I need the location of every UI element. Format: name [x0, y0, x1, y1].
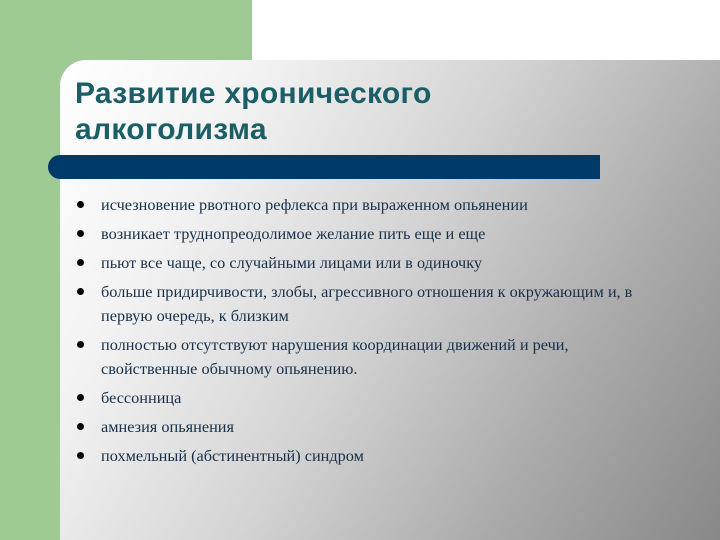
bullet-text: бессонница — [101, 388, 182, 407]
bullet-text: пьют все чаще, со случайными лицами или в одиночку — [101, 253, 483, 272]
bullet-text: возникает труднопреодолимое желание пить еще и еще — [101, 224, 486, 243]
slide-title — [75, 76, 695, 148]
bullet-item — [76, 386, 656, 410]
bullet-dot-icon — [77, 341, 84, 348]
bullet-dot-icon — [77, 423, 84, 430]
bullet-dot-icon — [77, 394, 84, 401]
bullet-text: похмельный (абстинентный) синдром — [101, 446, 364, 465]
bullet-text: полностью отсутствуют нарушения координации движений и речи, свойственные обычному опьянению. — [101, 335, 569, 378]
bullet-dot-icon — [77, 230, 84, 237]
bullet-dot-icon — [77, 288, 84, 295]
bullet-text: исчезновение рвотного рефлекса при выраженном опьянении — [101, 195, 528, 214]
bullet-item — [76, 333, 656, 381]
bullet-item — [76, 415, 656, 439]
bullet-item — [76, 222, 656, 246]
bullet-text: больше придирчивости, злобы, агрессивного отношения к окружающим и, в первую очередь, к близким — [101, 282, 633, 325]
bullet-item — [76, 193, 656, 217]
bullet-dot-icon — [77, 201, 84, 208]
bullet-dot-icon — [77, 452, 84, 459]
slide-title-line-2: алкоголизма — [75, 113, 267, 146]
bullet-text: амнезия опьянения — [101, 417, 234, 436]
bullet-item — [76, 251, 656, 275]
title-divider-bar — [48, 155, 600, 179]
bullet-item — [76, 280, 656, 328]
bullet-list — [76, 193, 656, 473]
slide-title-line-1: Развитие хронического — [75, 77, 432, 110]
bullet-dot-icon — [77, 259, 84, 266]
bullet-item — [76, 444, 656, 468]
